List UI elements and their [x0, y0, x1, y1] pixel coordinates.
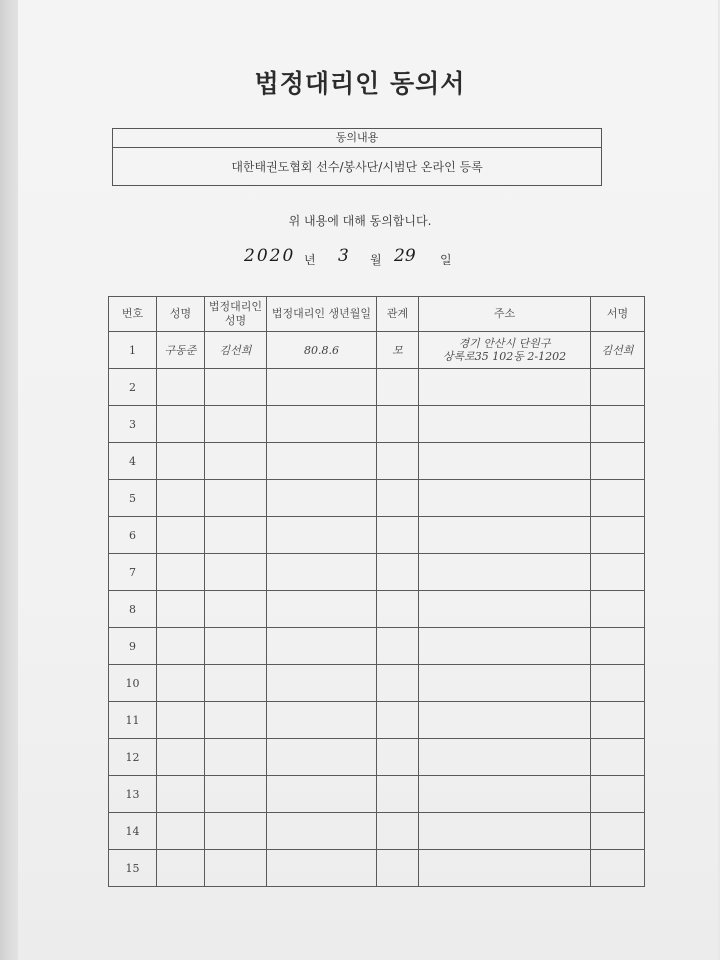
cell-no: 8 — [109, 591, 157, 628]
date-month-label: 월 — [370, 253, 382, 267]
cell-signature: 김선희 — [591, 332, 645, 369]
cell-address — [419, 739, 591, 776]
cell-guardian-dob — [267, 665, 377, 702]
cell-no: 1 — [109, 332, 157, 369]
cell-signature — [591, 850, 645, 887]
cell-relation — [377, 813, 419, 850]
cell-address — [419, 443, 591, 480]
cell-guardian-dob — [267, 554, 377, 591]
cell-no: 11 — [109, 702, 157, 739]
cell-signature — [591, 443, 645, 480]
guardian-table — [108, 296, 645, 887]
cell-relation — [377, 628, 419, 665]
date-year-label: 년 — [304, 253, 316, 267]
cell-no: 3 — [109, 406, 157, 443]
cell-name — [157, 813, 205, 850]
table-body — [109, 332, 645, 887]
cell-guardian-dob — [267, 776, 377, 813]
cell-guardian-name — [205, 850, 267, 887]
cell-signature — [591, 369, 645, 406]
cell-guardian-dob — [267, 406, 377, 443]
table-row — [109, 554, 645, 591]
cell-no: 9 — [109, 628, 157, 665]
cell-relation — [377, 591, 419, 628]
header-guardian-name: 법정대리인 성명 — [205, 297, 267, 332]
cell-address — [419, 369, 591, 406]
cell-relation: 모 — [377, 332, 419, 369]
cell-guardian-dob — [267, 480, 377, 517]
cell-signature — [591, 665, 645, 702]
cell-signature — [591, 813, 645, 850]
cell-no: 2 — [109, 369, 157, 406]
cell-relation — [377, 369, 419, 406]
cell-signature — [591, 739, 645, 776]
cell-guardian-dob — [267, 813, 377, 850]
header-guardian-dob: 법정대리인 생년월일 — [267, 297, 377, 332]
cell-address — [419, 406, 591, 443]
cell-guardian-name — [205, 739, 267, 776]
cell-signature — [591, 517, 645, 554]
cell-guardian-dob — [267, 369, 377, 406]
cell-guardian-name — [205, 813, 267, 850]
cell-relation — [377, 480, 419, 517]
cell-no: 13 — [109, 776, 157, 813]
agree-statement: 위 내용에 대해 동의합니다. — [288, 214, 432, 228]
header-name: 성명 — [157, 297, 205, 332]
header-signature: 서명 — [591, 297, 645, 332]
cell-guardian-dob — [267, 739, 377, 776]
table-row — [109, 332, 645, 369]
cell-address — [419, 776, 591, 813]
cell-signature — [591, 776, 645, 813]
cell-relation — [377, 554, 419, 591]
cell-name — [157, 739, 205, 776]
consent-header: 동의내용 — [113, 129, 601, 148]
cell-name — [157, 369, 205, 406]
cell-guardian-name — [205, 517, 267, 554]
cell-no: 14 — [109, 813, 157, 850]
cell-address — [419, 554, 591, 591]
cell-guardian-dob — [267, 702, 377, 739]
consent-box — [112, 128, 602, 186]
cell-relation — [377, 739, 419, 776]
cell-signature — [591, 406, 645, 443]
cell-name — [157, 776, 205, 813]
table-row — [109, 739, 645, 776]
cell-relation — [377, 702, 419, 739]
cell-relation — [377, 665, 419, 702]
cell-relation — [377, 406, 419, 443]
date-day: 29 — [394, 246, 416, 266]
table-row — [109, 702, 645, 739]
cell-no: 7 — [109, 554, 157, 591]
header-no: 번호 — [109, 297, 157, 332]
cell-name — [157, 702, 205, 739]
cell-guardian-name — [205, 443, 267, 480]
cell-signature — [591, 554, 645, 591]
cell-address — [419, 480, 591, 517]
cell-relation — [377, 517, 419, 554]
cell-address — [419, 628, 591, 665]
cell-name — [157, 406, 205, 443]
cell-guardian-name — [205, 591, 267, 628]
date-year: 2020 — [244, 246, 296, 266]
header-relation: 관계 — [377, 297, 419, 332]
cell-name — [157, 591, 205, 628]
cell-no: 10 — [109, 665, 157, 702]
cell-guardian-dob — [267, 591, 377, 628]
table-header-row — [109, 297, 645, 332]
table-row — [109, 628, 645, 665]
cell-name — [157, 554, 205, 591]
address-line-2: 상록로35 102동 2-1202 — [442, 350, 567, 363]
cell-name — [157, 850, 205, 887]
cell-address — [419, 332, 591, 369]
cell-guardian-name — [205, 369, 267, 406]
cell-guardian-dob — [267, 517, 377, 554]
cell-name — [157, 480, 205, 517]
cell-name — [157, 517, 205, 554]
cell-name — [157, 665, 205, 702]
table-row — [109, 369, 645, 406]
table-row — [109, 776, 645, 813]
cell-signature — [591, 628, 645, 665]
cell-guardian-dob — [267, 628, 377, 665]
table-row — [109, 443, 645, 480]
document-title: 법정대리인 동의서 — [254, 69, 466, 98]
cell-no: 6 — [109, 517, 157, 554]
cell-signature — [591, 480, 645, 517]
cell-relation — [377, 776, 419, 813]
cell-no: 4 — [109, 443, 157, 480]
table-row — [109, 406, 645, 443]
cell-signature — [591, 702, 645, 739]
cell-no: 15 — [109, 850, 157, 887]
table-row — [109, 480, 645, 517]
cell-guardian-name — [205, 776, 267, 813]
cell-address — [419, 813, 591, 850]
cell-address — [419, 517, 591, 554]
cell-name — [157, 628, 205, 665]
cell-guardian-dob: 80.8.6 — [267, 332, 377, 369]
cell-no: 5 — [109, 480, 157, 517]
cell-address — [419, 591, 591, 628]
cell-name: 구동준 — [157, 332, 205, 369]
cell-guardian-name: 김선희 — [205, 332, 267, 369]
cell-relation — [377, 443, 419, 480]
cell-address — [419, 665, 591, 702]
cell-guardian-name — [205, 406, 267, 443]
cell-name — [157, 443, 205, 480]
cell-guardian-dob — [267, 850, 377, 887]
consent-body: 대한태권도협회 선수/봉사단/시범단 온라인 등록 — [231, 160, 483, 174]
table-row — [109, 813, 645, 850]
cell-guardian-name — [205, 480, 267, 517]
cell-guardian-name — [205, 665, 267, 702]
cell-address — [419, 850, 591, 887]
address-line-1: 경기 안산시 단원구 — [458, 337, 551, 350]
cell-guardian-name — [205, 702, 267, 739]
date-day-label: 일 — [440, 253, 452, 267]
cell-address — [419, 702, 591, 739]
date-month: 3 — [338, 246, 349, 266]
cell-signature — [591, 591, 645, 628]
cell-relation — [377, 850, 419, 887]
cell-guardian-dob — [267, 443, 377, 480]
table-row — [109, 517, 645, 554]
table-row — [109, 850, 645, 887]
table-row — [109, 591, 645, 628]
table-row — [109, 665, 645, 702]
cell-no: 12 — [109, 739, 157, 776]
cell-guardian-name — [205, 628, 267, 665]
cell-guardian-name — [205, 554, 267, 591]
header-address: 주소 — [419, 297, 591, 332]
